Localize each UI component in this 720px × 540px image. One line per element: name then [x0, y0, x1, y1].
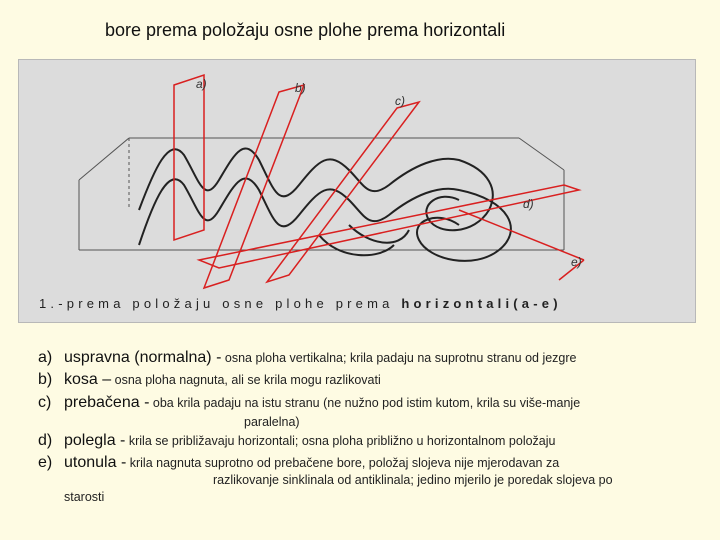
item-definition: krila se približavaju horizontali; osna ploha približno u horizontalnom položaju	[125, 434, 556, 448]
item-term: uspravna (normalna) -	[64, 349, 222, 366]
list-item-a	[38, 349, 577, 367]
item-letter: b)	[38, 371, 53, 388]
figure-caption	[39, 296, 562, 311]
caption-bold: horizontali(a-e)	[401, 296, 562, 311]
list-item-b	[38, 371, 381, 389]
item-c-continuation: paralelna)	[244, 415, 300, 429]
item-definition: osna ploha vertikalna; krila padaju na suprotnu stranu od jezgre	[221, 351, 577, 365]
fold-illustration	[19, 60, 695, 322]
item-definition: osna ploha nagnuta, ali se krila mogu razlikovati	[111, 373, 381, 387]
page-title: bore prema položaju osne plohe prema horizontali	[105, 20, 506, 40]
label-d: d)	[523, 197, 534, 211]
fold-diagram	[18, 59, 696, 323]
label-e: e)	[571, 255, 582, 269]
label-a: a)	[196, 77, 207, 91]
label-c: c)	[395, 94, 405, 108]
caption-prefix: 1.-prema položaju osne plohe prema	[39, 296, 402, 311]
item-term: utonula -	[64, 454, 127, 471]
list-item-d	[38, 432, 555, 450]
list-item-c	[38, 394, 580, 412]
item-definition: krila nagnuta suprotno od prebačene bore, položaj slojeva nije mjerodavan za	[126, 456, 560, 470]
item-definition: oba krila padaju na istu stranu (ne nužno pod istim kutom, krila su više-manje	[149, 396, 581, 410]
label-b: b)	[295, 81, 306, 95]
item-letter: e)	[38, 454, 53, 471]
item-term: polegla -	[64, 432, 126, 449]
list-item-e	[38, 454, 559, 472]
item-term: prebačena -	[64, 394, 150, 411]
item-term: kosa –	[64, 371, 112, 388]
item-e-continuation: razlikovanje sinklinala od antiklinala; jedino mjerilo je poredak slojeva po	[213, 473, 613, 487]
item-letter: a)	[38, 349, 53, 366]
item-letter: c)	[38, 394, 52, 411]
item-e-last-line: starosti	[64, 490, 105, 504]
item-letter: d)	[38, 432, 53, 449]
